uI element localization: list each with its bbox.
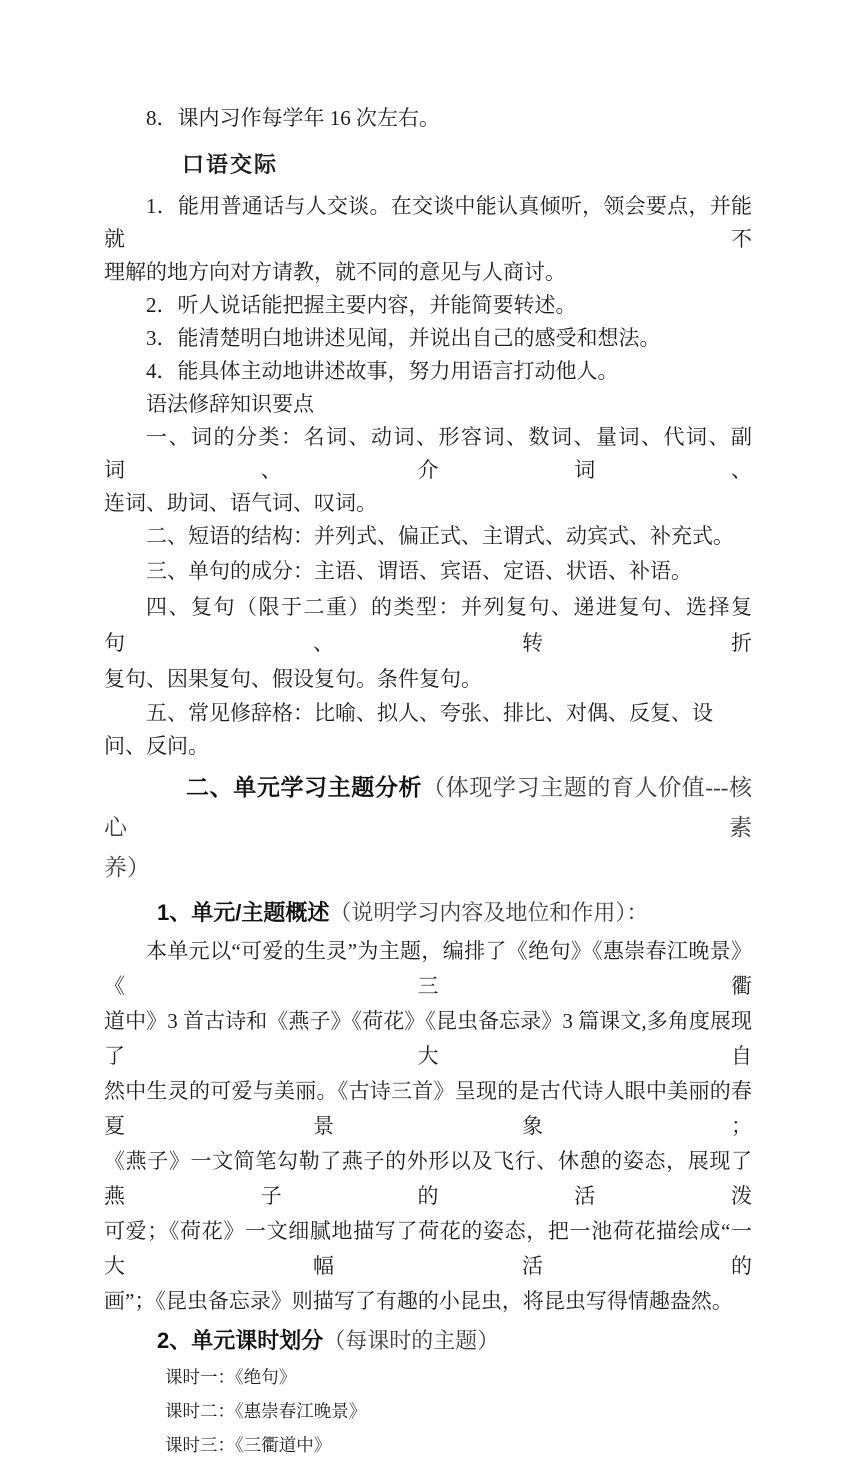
text-line: 《燕子》一文简笔勾勒了燕子的外形以及飞行、休憩的姿态，展现了燕子的活泼 (104, 1149, 752, 1208)
lesson-item-line: 课时二：《惠崇春江晚景》 (165, 1401, 367, 1421)
text-line: 复句、因果复句、假设复句。条件复句。 (104, 667, 482, 691)
heading-annotation-text: 养） (104, 855, 150, 880)
section-heading-line (104, 767, 752, 848)
heading-text: 二、单元学习主题分析 (186, 774, 423, 800)
heading-text: 1、单元/主题概述 (157, 900, 330, 925)
sub-heading-line (104, 1322, 752, 1360)
heading-annotation-text: （说明学习内容及地位和作用）： (329, 900, 649, 925)
text-line: 然中生灵的可爱与美丽。《古诗三首》呈现的是古代诗人眼中美丽的春夏景象； (104, 1079, 752, 1138)
text-line: 五、常见修辞格：比喻、拟人、夸张、排比、对偶、反复、设问、反问。 (104, 701, 713, 758)
text-line: 画”；《昆虫备忘录》则描写了有趣的小昆虫，将昆虫写得情趣盎然。 (104, 1289, 733, 1313)
heading-annotation-text: （体现学习主题的育人价值---核心素 (104, 775, 752, 840)
lesson-item-line: 课时三：《三衢道中》 (165, 1435, 332, 1455)
text-line: 一、词的分类：名词、动词、形容词、数词、量词、代词、副词、介词、 (104, 425, 752, 482)
text-line: 4．能具体主动地讲述故事，努力用语言打动他人。 (146, 359, 619, 383)
section-heading-line (104, 848, 752, 888)
text-line: 2．听人说话能把握主要内容，并能简要转述。 (146, 293, 577, 317)
text-line: 三、单句的成分：主语、谓语、宾语、定语、状语、补语。 (146, 559, 692, 583)
text-line: 道中》3 首古诗和《燕子》《荷花》《昆虫备忘录》3 篇课文,多角度展现了大自 (104, 1009, 752, 1068)
heading-text: 2、单元课时划分 (157, 1328, 324, 1353)
heading-annotation-text: （每课时的主题） (323, 1328, 500, 1353)
text-line: 1．能用普通话与人交谈。在交谈中能认真倾听，领会要点，并能就不 (104, 194, 752, 251)
text-line: 本单元以“可爱的生灵”为主题，编排了《绝句》《惠崇春江晚景》《三衢 (104, 939, 752, 998)
text-line: 连词、助词、语气词、叹词。 (104, 491, 377, 515)
section-heading-line: 口语交际 (182, 152, 279, 177)
text-line: 二、短语的结构：并列式、偏正式、主谓式、动宾式、补充式。 (146, 524, 734, 548)
text-line: 语法修辞知识要点 (146, 392, 314, 416)
sub-heading-line (104, 894, 752, 932)
text-line: 理解的地方向对方请教，就不同的意见与人商讨。 (104, 260, 566, 284)
document-body (104, 0, 752, 1462)
text-line: 8．课内习作每学年 16 次左右。 (146, 106, 440, 130)
text-line: 3．能清楚明白地讲述见闻，并说出自己的感受和想法。 (146, 326, 661, 350)
lesson-item-line: 课时一：《绝句》 (165, 1367, 297, 1387)
text-line: 四、复句（限于二重）的类型：并列复句、递进复句、选择复句、转折 (104, 595, 752, 655)
text-line: 可爱；《荷花》一文细腻地描写了荷花的姿态，把一池荷花描绘成“一大幅活的 (104, 1219, 752, 1278)
